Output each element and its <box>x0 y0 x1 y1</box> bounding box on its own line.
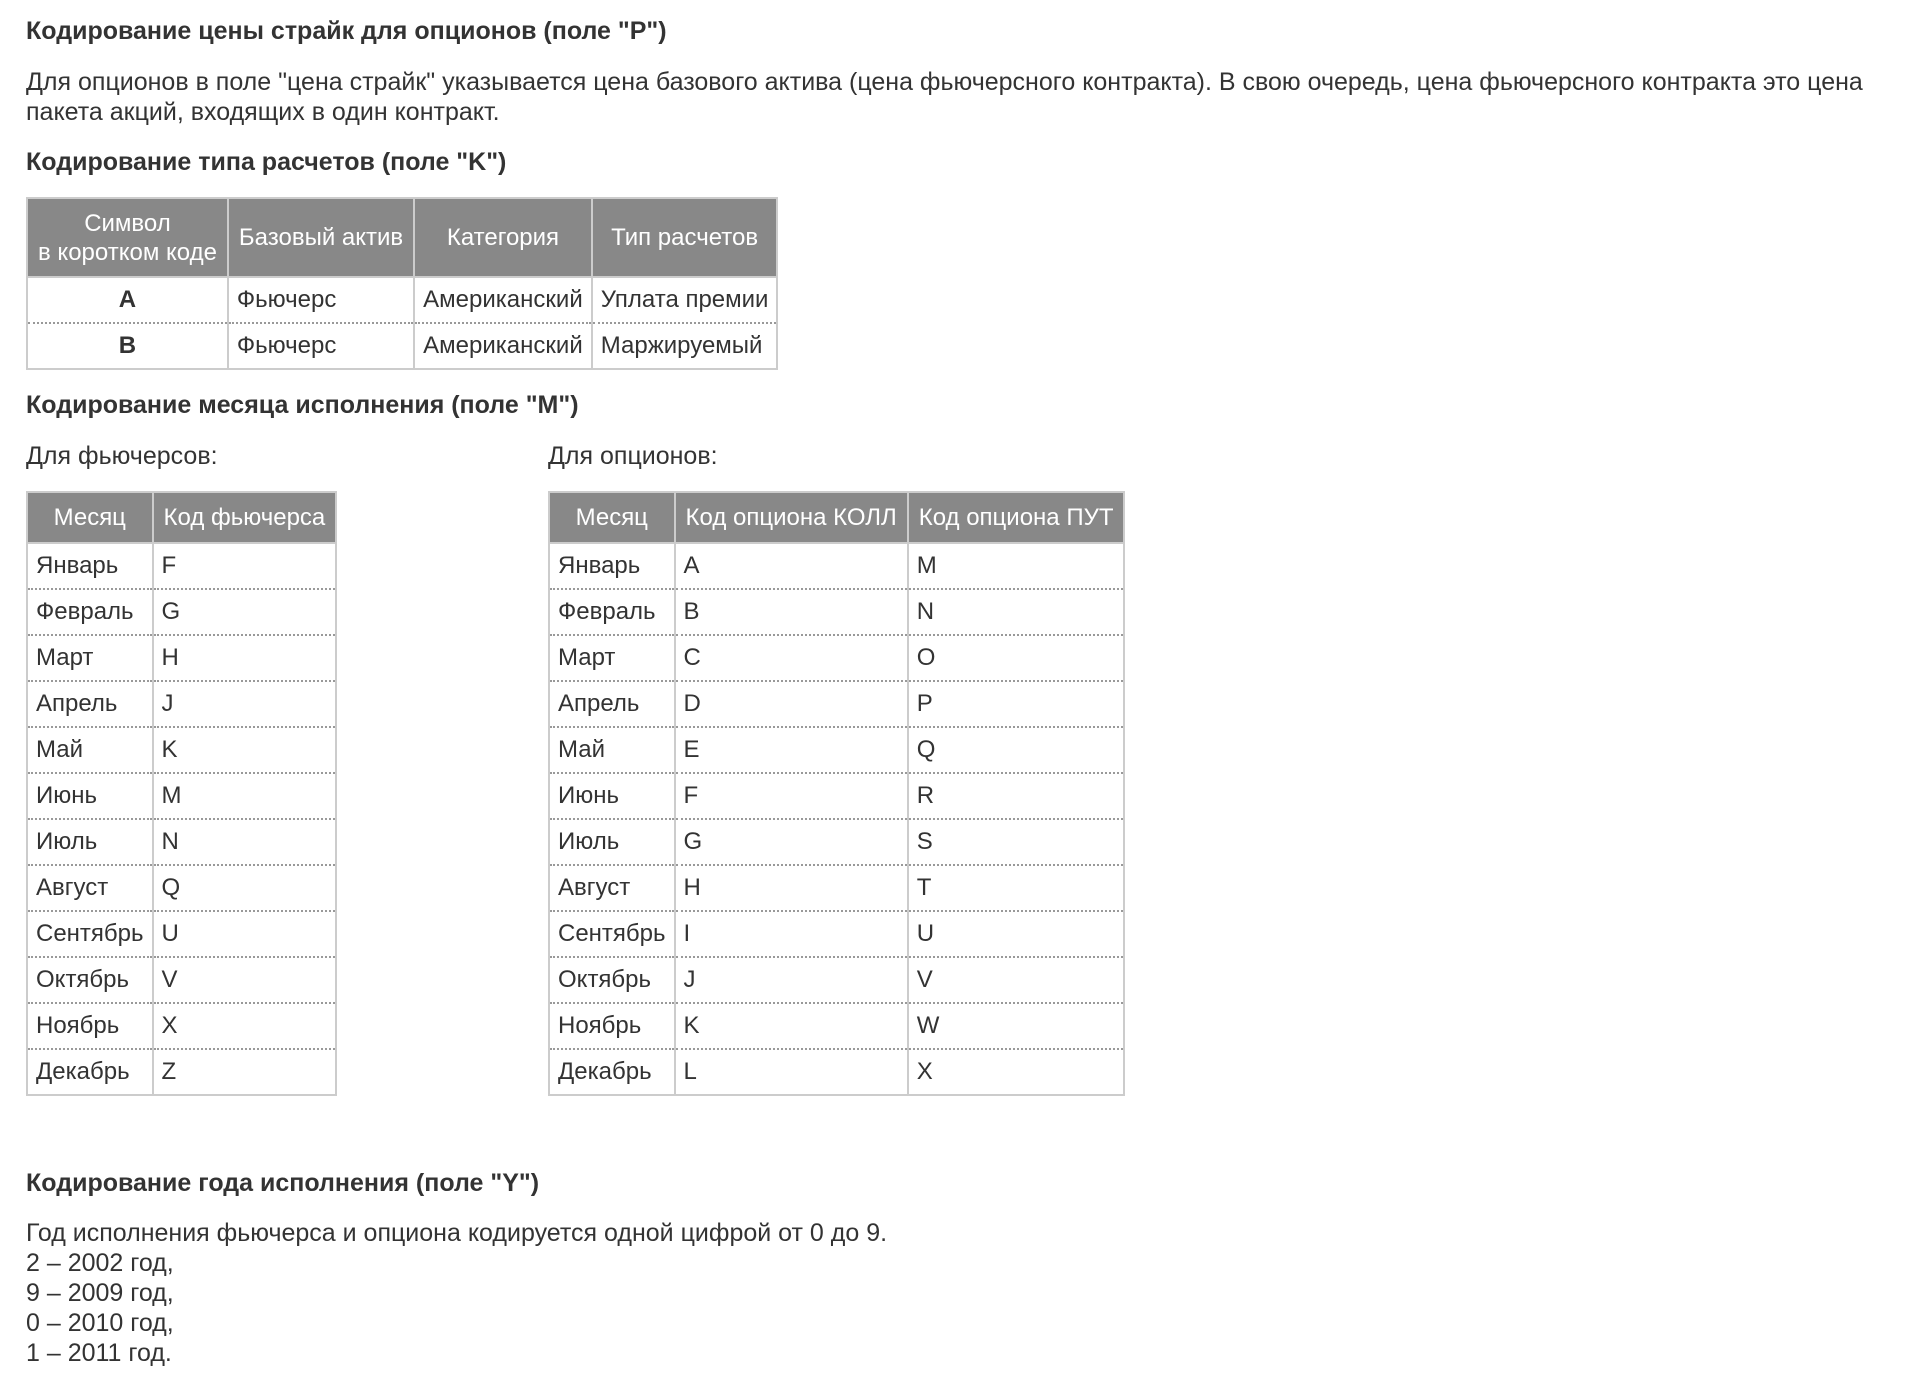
year-line: Год исполнения фьючерса и опциона кодируется одной цифрой от 0 до 9. <box>26 1219 888 1247</box>
table-cell: Q <box>153 865 337 911</box>
table-row <box>27 957 336 1003</box>
table-cell: E <box>675 727 908 773</box>
table-cell: Июнь <box>549 773 675 819</box>
options-label: Для опционов: <box>548 442 718 470</box>
year-line: 0 – 2010 год, <box>26 1309 174 1337</box>
month-heading: Кодирование месяца исполнения (поле "M") <box>26 391 579 419</box>
table-cell: B <box>675 589 908 635</box>
table-row <box>27 727 336 773</box>
settlement-heading: Кодирование типа расчетов (поле "K") <box>26 148 507 176</box>
table-cell: Сентябрь <box>27 911 153 957</box>
table-row <box>27 589 336 635</box>
table-cell: Фьючерс <box>228 323 414 369</box>
table-row <box>27 773 336 819</box>
table-cell: P <box>908 681 1125 727</box>
table-cell: V <box>153 957 337 1003</box>
table-cell: Февраль <box>549 589 675 635</box>
table-cell: G <box>153 589 337 635</box>
strike-text: Для опционов в поле "цена страйк" указывается цена базового актива (цена фьючерсного контракта). В свою очередь, цена фьючерсного контракта это цена пакета акций, входящих в один контракт. <box>26 68 1863 126</box>
futures-month-table <box>26 491 337 1096</box>
futures-body <box>27 543 336 1095</box>
table-row <box>27 1003 336 1049</box>
table-cell: I <box>675 911 908 957</box>
table-row <box>549 773 1124 819</box>
table-cell: Август <box>549 865 675 911</box>
table-row <box>27 819 336 865</box>
column-header: Тип расчетов <box>592 198 778 277</box>
settlement-body <box>27 277 777 369</box>
table-row <box>549 957 1124 1003</box>
table-cell: F <box>675 773 908 819</box>
table-cell: W <box>908 1003 1125 1049</box>
table-row <box>549 681 1124 727</box>
table-cell: Ноябрь <box>549 1003 675 1049</box>
table-cell: Апрель <box>549 681 675 727</box>
options-header-row <box>549 492 1124 543</box>
table-cell: M <box>153 773 337 819</box>
table-row <box>549 911 1124 957</box>
table-cell: Ноябрь <box>27 1003 153 1049</box>
year-line: 2 – 2002 год, <box>26 1249 174 1277</box>
table-row <box>549 819 1124 865</box>
column-header: Код фьючерса <box>153 492 337 543</box>
table-cell: Американский <box>414 277 592 323</box>
table-cell: N <box>908 589 1125 635</box>
settlement-header-row <box>27 198 777 277</box>
column-header: Базовый актив <box>228 198 414 277</box>
column-header: Код опциона ПУТ <box>908 492 1125 543</box>
table-row <box>549 865 1124 911</box>
column-header: Категория <box>414 198 592 277</box>
table-cell: B <box>27 323 228 369</box>
table-cell: Август <box>27 865 153 911</box>
column-header: Код опциона КОЛЛ <box>675 492 908 543</box>
strike-heading: Кодирование цены страйк для опционов (поле "P") <box>26 17 667 45</box>
table-cell: F <box>153 543 337 589</box>
year-heading: Кодирование года исполнения (поле "Y") <box>26 1169 540 1197</box>
table-cell: Q <box>908 727 1125 773</box>
year-text-block <box>26 1218 887 1368</box>
table-cell: Февраль <box>27 589 153 635</box>
table-cell: J <box>153 681 337 727</box>
table-cell: Декабрь <box>549 1049 675 1095</box>
options-month-table <box>548 491 1125 1096</box>
table-cell: Американский <box>414 323 592 369</box>
table-row <box>27 681 336 727</box>
table-cell: K <box>675 1003 908 1049</box>
futures-label: Для фьючерсов: <box>26 442 218 470</box>
table-cell: L <box>675 1049 908 1095</box>
table-row <box>549 727 1124 773</box>
table-cell: Z <box>153 1049 337 1095</box>
table-cell: H <box>675 865 908 911</box>
options-body <box>549 543 1124 1095</box>
table-cell: T <box>908 865 1125 911</box>
table-cell: J <box>675 957 908 1003</box>
table-row <box>549 589 1124 635</box>
table-cell: R <box>908 773 1125 819</box>
table-cell: A <box>27 277 228 323</box>
table-cell: N <box>153 819 337 865</box>
table-row <box>549 1049 1124 1095</box>
column-header: Символ в коротком коде <box>27 198 228 277</box>
futures-header-row <box>27 492 336 543</box>
table-cell: Октябрь <box>549 957 675 1003</box>
table-row <box>27 277 777 323</box>
table-row <box>27 911 336 957</box>
table-cell: Январь <box>27 543 153 589</box>
year-line: 9 – 2009 год, <box>26 1279 174 1307</box>
table-cell: G <box>675 819 908 865</box>
table-cell: V <box>908 957 1125 1003</box>
table-cell: Сентябрь <box>549 911 675 957</box>
table-cell: H <box>153 635 337 681</box>
table-cell: X <box>153 1003 337 1049</box>
table-cell: Уплата премии <box>592 277 778 323</box>
table-cell: Октябрь <box>27 957 153 1003</box>
table-cell: Март <box>549 635 675 681</box>
table-cell: O <box>908 635 1125 681</box>
table-row <box>27 543 336 589</box>
table-cell: M <box>908 543 1125 589</box>
table-row <box>549 1003 1124 1049</box>
table-cell: S <box>908 819 1125 865</box>
table-cell: Апрель <box>27 681 153 727</box>
column-header: Месяц <box>27 492 153 543</box>
column-header: Месяц <box>549 492 675 543</box>
table-row <box>549 635 1124 681</box>
table-row <box>27 1049 336 1095</box>
table-row <box>27 865 336 911</box>
table-cell: Маржируемый <box>592 323 778 369</box>
settlement-table <box>26 197 778 370</box>
table-cell: K <box>153 727 337 773</box>
table-cell: U <box>908 911 1125 957</box>
table-cell: C <box>675 635 908 681</box>
table-cell: D <box>675 681 908 727</box>
table-row <box>549 543 1124 589</box>
table-cell: Фьючерс <box>228 277 414 323</box>
table-cell: U <box>153 911 337 957</box>
table-cell: Май <box>549 727 675 773</box>
table-row <box>27 635 336 681</box>
table-cell: Январь <box>549 543 675 589</box>
table-row <box>27 323 777 369</box>
year-line: 1 – 2011 год. <box>26 1339 172 1367</box>
table-cell: Июль <box>27 819 153 865</box>
table-cell: X <box>908 1049 1125 1095</box>
table-cell: Июль <box>549 819 675 865</box>
table-cell: A <box>675 543 908 589</box>
table-cell: Декабрь <box>27 1049 153 1095</box>
table-cell: Май <box>27 727 153 773</box>
table-cell: Март <box>27 635 153 681</box>
table-cell: Июнь <box>27 773 153 819</box>
